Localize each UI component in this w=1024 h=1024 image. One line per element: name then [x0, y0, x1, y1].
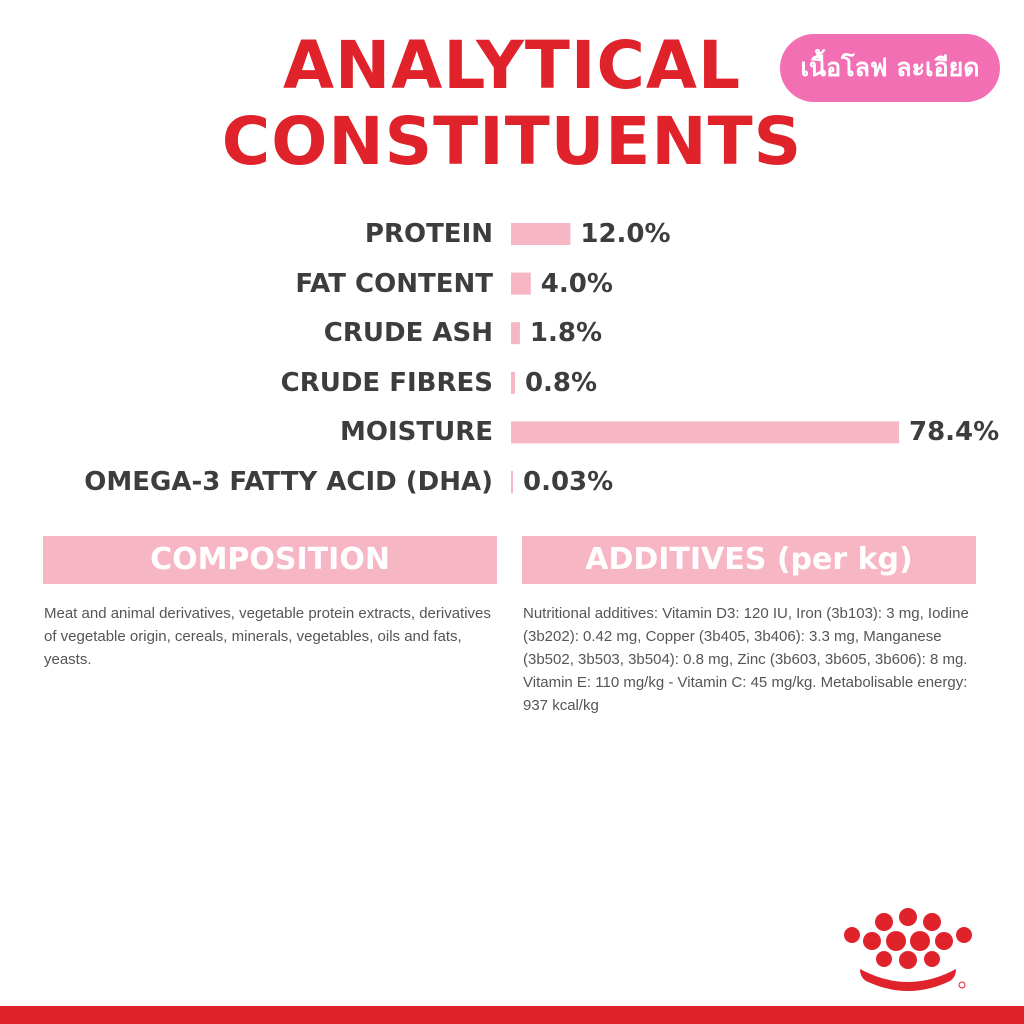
- title-line-2: CONSTITUENTS: [221, 103, 803, 180]
- composition-text: Meat and animal derivatives, vegetable protein extracts, derivatives of vegetable origin, cereals, minerals, vegetables, oils and fats, yeasts.: [44, 605, 491, 668]
- bar-crude-ash: [511, 322, 520, 344]
- category-label: FAT CONTENT: [295, 268, 493, 299]
- bar-fat-content: [511, 273, 531, 295]
- constituents-chart-svg: [0, 210, 1024, 510]
- royal-canin-crown-icon: [838, 905, 978, 995]
- value-label: 4.0%: [540, 268, 613, 299]
- texture-badge: เนื้อโลฟ ละเอียด: [780, 34, 1000, 102]
- category-label: OMEGA-3 FATTY ACID (DHA): [84, 467, 493, 497]
- category-label: MOISTURE: [339, 417, 493, 448]
- category-label: CRUDE FIBRES: [280, 367, 493, 398]
- bar-crude-fibres: [511, 372, 515, 394]
- bottom-red-bar: [0, 1006, 1024, 1024]
- value-label: 1.8%: [529, 318, 603, 349]
- bar-protein: [511, 223, 570, 245]
- value-label: 0.8%: [524, 367, 598, 398]
- constituents-chart: [0, 210, 1024, 510]
- bar-moisture: [511, 421, 899, 443]
- category-label: PROTEIN: [364, 219, 493, 249]
- value-label: 78.4%: [909, 417, 1000, 448]
- additives-text: Nutritional additives: Vitamin D3: 120 IU, Iron (3b103): 3 mg, Iodine (3b202): 0.42 mg, Copper (3b405, 3b406): 3.3 mg, Manganese (3b502, 3b503, 3b504): 0.8 mg, Zinc (3b603, 3b605, 3b606): 8 mg. Vitamin E: 110 mg/kg - Vitamin C: 45 mg/kg. Metabolisable energy: 937 kcal/kg: [523, 605, 969, 714]
- category-label: CRUDE ASH: [323, 318, 493, 349]
- value-label: 0.03%: [523, 467, 614, 497]
- composition-heading: COMPOSITION: [43, 536, 497, 584]
- bar-omega-3-fatty-acid-dha: [511, 471, 513, 493]
- page-title: [200, 28, 824, 180]
- value-label: 12.0%: [580, 219, 671, 249]
- additives-heading: ADDITIVES (per kg): [522, 536, 976, 584]
- title-line-1: ANALYTICAL: [282, 27, 742, 104]
